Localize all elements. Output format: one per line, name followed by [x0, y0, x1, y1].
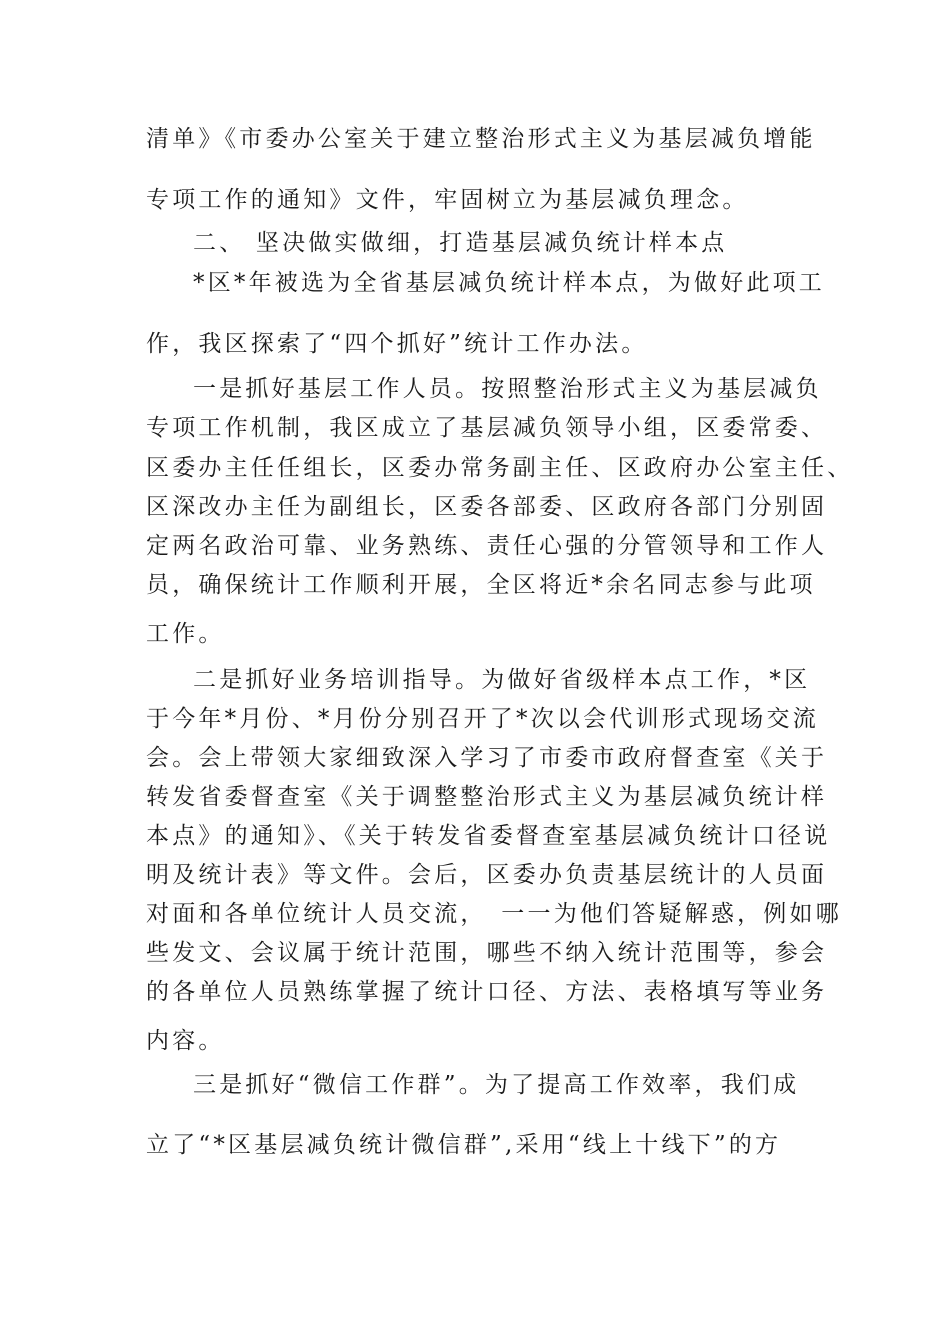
text-line: 转发省委督查室《关于调整整治形式主义为基层减负统计样	[146, 784, 828, 810]
text-line: 立了“*区基层减负统计微信群”,采用“线上十线下”的方	[146, 1132, 782, 1158]
text-line: 一是抓好基层工作人员。按照整治形式主义为基层减负	[193, 376, 822, 402]
text-line: 定两名政治可靠、业务熟练、责任心强的分管领导和工作人	[146, 533, 828, 559]
text-line: 会。会上带领大家细致深入学习了市委市政府督查室《关于	[146, 745, 828, 771]
text-line: *区*年被选为全省基层减负统计样本点，为做好此项工	[193, 270, 825, 296]
text-line: 工作。	[146, 621, 225, 647]
text-line: 对面和各单位统计人员交流， 一一为他们答疑解惑，例如哪	[146, 901, 842, 927]
text-line: 二是抓好业务培训指导。为做好省级样本点工作，*区	[193, 667, 811, 693]
text-line: 区深改办主任为副组长，区委各部委、区政府各部门分别固	[146, 494, 828, 520]
text-line: 明及统计表》等文件。会后，区委办负责基层统计的人员面	[146, 862, 828, 888]
text-line: 本点》的通知》、《关于转发省委督查室基层减负统计口径说	[146, 823, 831, 849]
text-line: 清单》《市委办公室关于建立整治形式主义为基层减负增能	[146, 126, 816, 152]
text-line: 员，确保统计工作顺利开展，全区将近*余名同志参与此项	[146, 572, 816, 598]
text-line: 专项工作机制，我区成立了基层减负领导小组，区委常委、	[146, 415, 828, 441]
text-line: 内容。	[146, 1028, 225, 1054]
section-heading: 二、 坚决做实做细，打造基层减负统计样本点	[193, 230, 728, 256]
text-line: 三是抓好“微信工作群”。为了提高工作效率，我们成	[193, 1072, 800, 1098]
text-line: 的各单位人员熟练掌握了统计口径、方法、表格填写等业务	[146, 979, 828, 1005]
text-line: 区委办主任任组长，区委办常务副主任、区政府办公室主任、	[146, 455, 854, 481]
text-line: 些发文、会议属于统计范围，哪些不纳入统计范围等，参会	[146, 940, 828, 966]
text-line: 作，我区探索了“四个抓好”统计工作办法。	[146, 331, 648, 357]
text-line: 专项工作的通知》文件，牢固树立为基层减负理念。	[146, 187, 749, 213]
text-line: 于今年*月份、*月份分别召开了*次以会代训形式现场交流	[146, 706, 819, 732]
